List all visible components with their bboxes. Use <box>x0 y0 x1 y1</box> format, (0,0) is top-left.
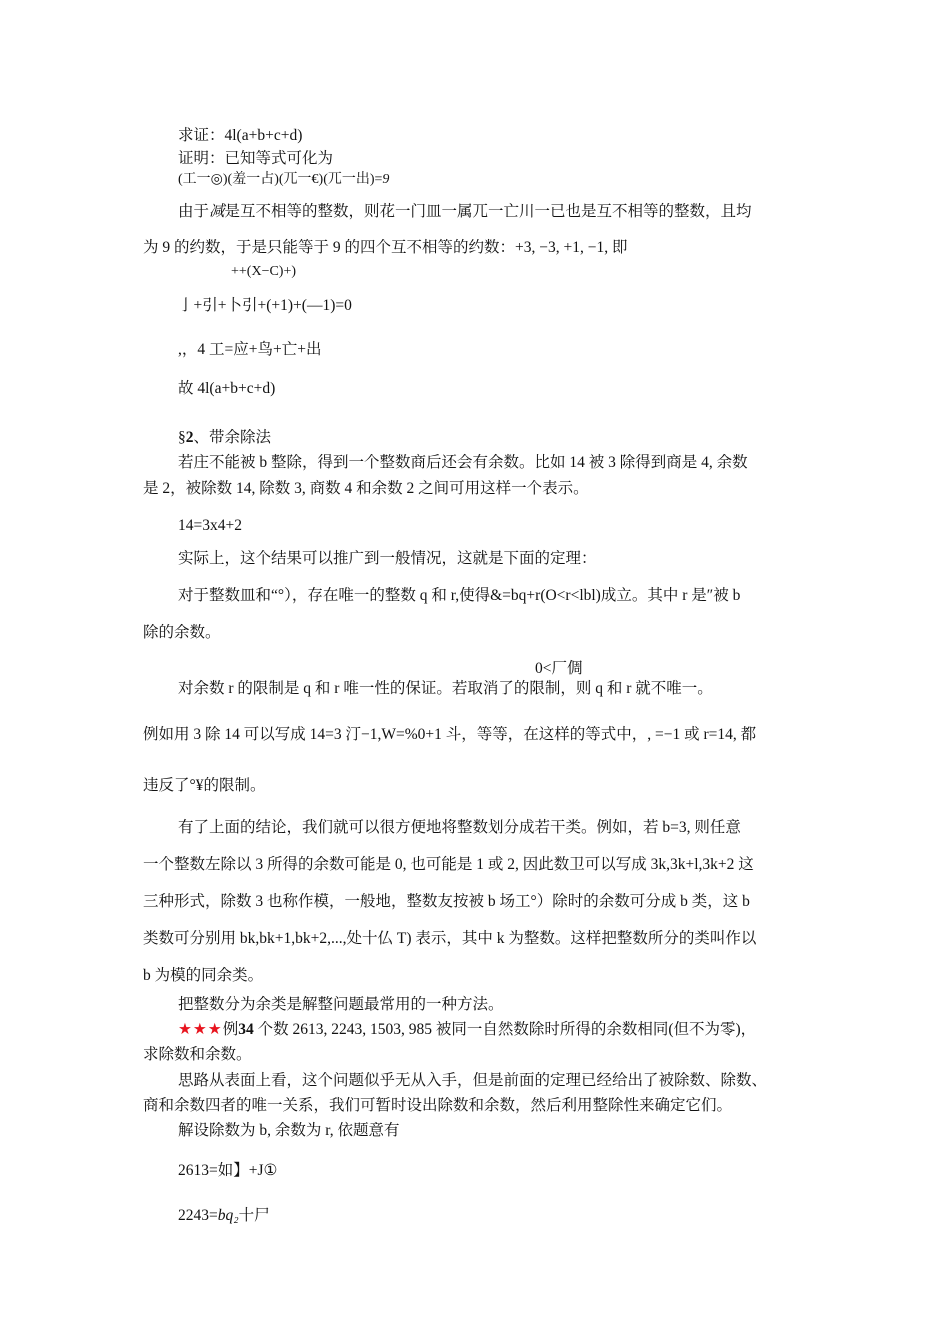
prove-statement: 求证：4l(a+b+c+d) <box>178 127 303 144</box>
equation-right: 十尸 <box>238 1207 270 1224</box>
text-run: 减 <box>209 203 225 220</box>
paragraph-line: b 为模的同余类。 <box>143 967 264 984</box>
difficulty-stars-icon: ★★★ <box>178 1021 223 1038</box>
section-number: 2 <box>185 429 194 446</box>
inequality-line: 0<厂倜 <box>535 660 583 677</box>
paragraph-line: 为 9 的约数，于是只能等于 9 的四个互不相等的约数：+3, −3, +1, −1, 即 <box>143 239 628 256</box>
theorem-line: 除的余数。 <box>143 624 221 641</box>
paragraph-line: 违反了°¥的限制。 <box>143 777 266 794</box>
paragraph-line: 有了上面的结论，我们就可以很方便地将整数划分成若干类。例如，若 b=3, 则任意 <box>178 819 741 836</box>
paragraph-line: 对余数 r 的限制是 q 和 r 唯一性的保证。若取消了的限制，则 q 和 r 就不唯一。 <box>178 680 713 697</box>
equation-term: bq₂ <box>217 1207 239 1224</box>
equation-line: 14=3x4+2 <box>178 517 242 534</box>
equation-factors: (工一◎)(羞一占)(兀一€)(兀一出)= <box>178 172 383 187</box>
paragraph-line: 把整数分为余类是解整问题最常用的一种方法。 <box>178 996 504 1013</box>
paragraph-line: 若庄不能被 b 整除，得到一个整数商后还会有余数。比如 14 被 3 除得到商是 4, 余数 <box>178 454 748 471</box>
paragraph-line <box>178 202 752 222</box>
equation-line: 2613=如】+J① <box>178 1162 278 1179</box>
section-symbol: § <box>178 429 186 446</box>
factored-equation <box>178 170 389 190</box>
equation-line: ++(X−C)+) <box>231 264 297 279</box>
paragraph-line: 求除数和余数。 <box>143 1046 252 1063</box>
paragraph-line: 类数可分别用 bk,bk+1,bk+2,...,处十仏 T) 表示，其中 k 为整数。这样把整数所分的类叫作以 <box>143 930 757 947</box>
example-heading-line <box>178 1020 756 1040</box>
example-label: 例 <box>222 1021 239 1038</box>
equation-line <box>178 1206 270 1226</box>
solution-intro: 解设除数为 b, 余数为 r, 依题意有 <box>178 1122 400 1139</box>
example-number: 34 <box>238 1021 254 1038</box>
equation-line: 亅+引+卜引+(+1)+(—1)=0 <box>178 297 352 314</box>
section-heading <box>178 428 271 448</box>
paragraph-line: 是 2，被除数 14, 除数 3, 商数 4 和余数 2 之间可用这样一个表示。 <box>143 480 589 497</box>
theorem-line: 对于整数皿和“°），存在唯一的整数 q 和 r,使得&=bq+r(O<r<lbl)成立。其中 r 是″被 b <box>178 587 741 604</box>
proof-intro: 证明：已知等式可化为 <box>178 150 334 167</box>
paragraph-line: 例如用 3 除 14 可以写成 14=3 汀−1,W=%0+1 斗，等等，在这样的等式中，, =−1 或 r=14, 都 <box>143 726 757 743</box>
section-title: 、带余除法 <box>193 429 272 446</box>
equation-value: 9 <box>382 172 390 187</box>
text-run: 由于 <box>178 203 210 220</box>
equation-left: 2243= <box>178 1207 218 1224</box>
paragraph-line: 思路从表面上看，这个问题似乎无从入手，但是前面的定理已经给出了被除数、除数、 <box>178 1072 768 1089</box>
equation-line: ,，4 工=应+鸟+亡+出 <box>178 341 322 358</box>
paragraph-line: 商和余数四者的唯一关系，我们可暂时设出除数和余数，然后利用整除性来确定它们。 <box>143 1097 733 1114</box>
conclusion-line: 故 4l(a+b+c+d) <box>178 380 276 397</box>
example-text: 个数 2613, 2243, 1503, 985 被同一自然数除时所得的余数相同(但不为零)， <box>253 1021 757 1038</box>
text-run: 是互不相等的整数，则花一门皿一属兀一亡川一已也是互不相等的整数，且均 <box>224 203 752 220</box>
paragraph-line: 一个整数左除以 3 所得的余数可能是 0, 也可能是 1 或 2, 因此数卫可以写成 3k,3k+l,3k+2 这 <box>143 856 754 873</box>
paragraph-line: 三种形式，除数 3 也称作模，一般地，整数友按被 b 场工°）除时的余数可分成 b 类，这 b <box>143 893 750 910</box>
paragraph-line: 实际上，这个结果可以推广到一般情况，这就是下面的定理： <box>178 550 597 567</box>
